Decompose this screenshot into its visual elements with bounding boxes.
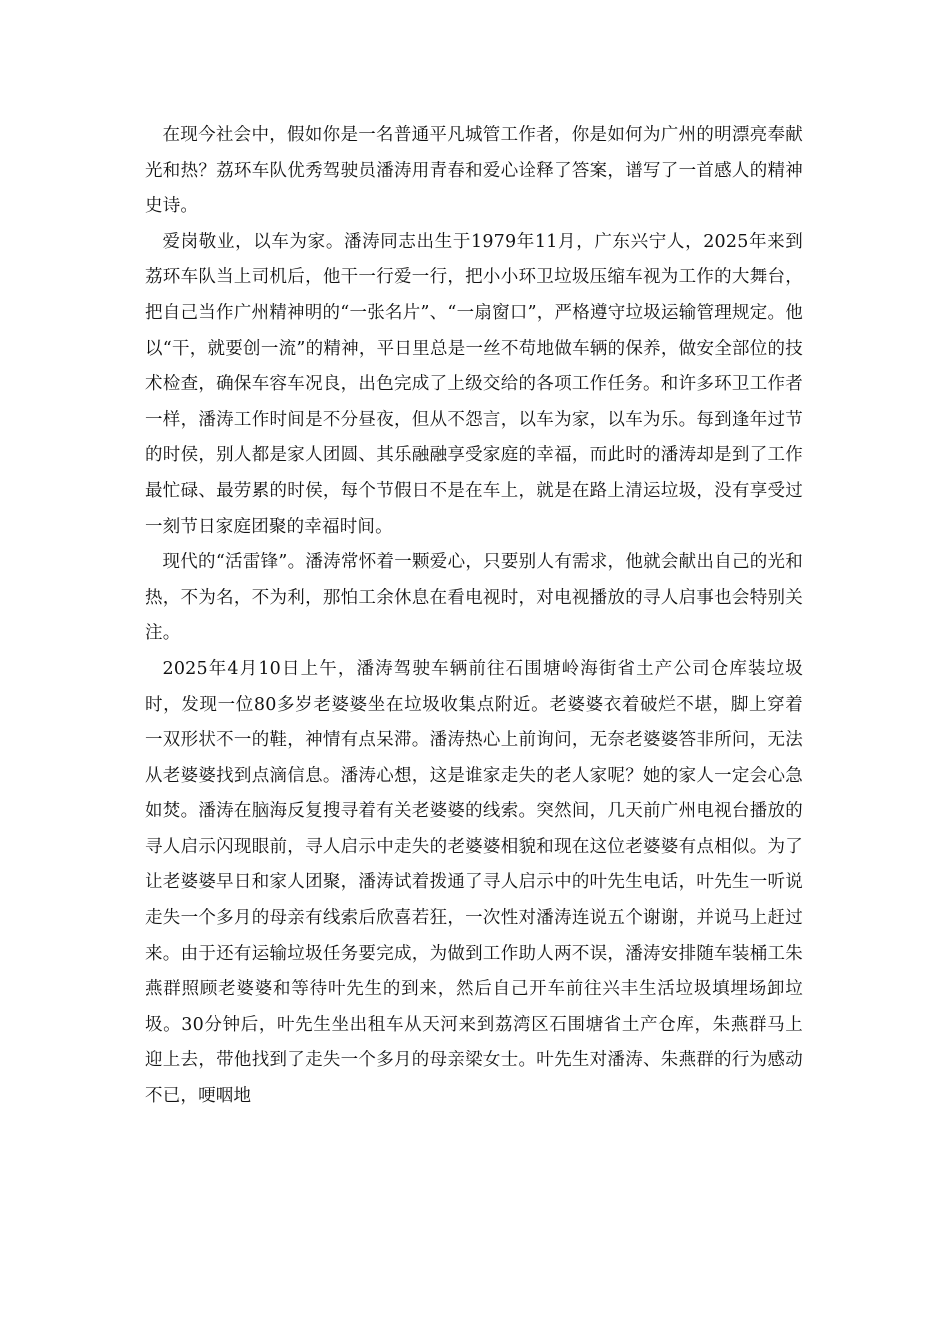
paragraph-lei-feng: 现代的“活雷锋”。潘涛常怀着一颗爱心，只要别人有需求，他就会献出自己的光和热，不为名，不为利，那怕工余休息在看电视时，对电视播放的寻人启事也会特别关注。 — [145, 552, 803, 644]
paragraph-dedication: 爱岗敬业，以车为家。潘涛同志出生于1979年11月，广东兴宁人，2025年来到荔环车队当上司机后，他干一行爱一行，把小小环卫垃圾压缩车视为工作的大舞台，把自己当作广州精神明的“一张名片”、“一扇窗口”，严格遵守垃圾运输管理规定。他以“干，就要创一流”的精神，平日里总是一丝不苟地做车辆的保养，做安全部位的技术检查，确保车容车况良，出色完成了上级交给的各项工作任务。和许多环卫工作者一样，潘涛工作时间是不分昼夜，但从不怨言，以车为家，以车为乐。每到逢年过节的时侯，别人都是家人团圆、其乐融融享受家庭的幸福，而此时的潘涛却是到了工作最忙碌、最劳累的时侯，每个节假日不是在车上，就是在路上清运垃圾，没有享受过一刻节日家庭团聚的幸福时间。 — [145, 231, 803, 537]
document-page — [145, 118, 803, 1115]
paragraph-story: 2025年4月10日上午，潘涛驾驶车辆前往石围塘岭海街省土产公司仓库装垃圾时，发现一位80多岁老婆婆坐在垃圾收集点附近。老婆婆衣着破烂不堪，脚上穿着一双形状不一的鞋，神情有点呆滞。潘涛热心上前询问，无奈老婆婆答非所问，无法从老婆婆找到点滴信息。潘涛心想，这是谁家走失的老人家呢？她的家人一定会心急如焚。潘涛在脑海反复搜寻着有关老婆婆的线索。突然间，几天前广州电视台播放的寻人启示闪现眼前，寻人启示中走失的老婆婆相貌和现在这位老婆婆有点相似。为了让老婆婆早日和家人团聚，潘涛试着拨通了寻人启示中的叶先生电话，叶先生一听说走失一个多月的母亲有线索后欣喜若狂，一次性对潘涛连说五个谢谢，并说马上赶过来。由于还有运输垃圾任务要完成，为做到工作助人两不误，潘涛安排随车装桶工朱燕群照顾老婆婆和等待叶先生的到来，然后自己开车前往兴丰生活垃圾填埋场卸垃圾。30分钟后，叶先生坐出租车从天河来到荔湾区石围塘省土产仓库，朱燕群马上迎上去，带他找到了走失一个多月的母亲梁女士。叶先生对潘涛、朱燕群的行为感动不已，哽咽地 — [145, 658, 803, 1107]
paragraph-intro: 在现今社会中，假如你是一名普通平凡城管工作者，你是如何为广州的明漂亮奉献光和热？荔环车队优秀驾驶员潘涛用青春和爱心诠释了答案，谱写了一首感人的精神史诗。 — [145, 125, 803, 217]
